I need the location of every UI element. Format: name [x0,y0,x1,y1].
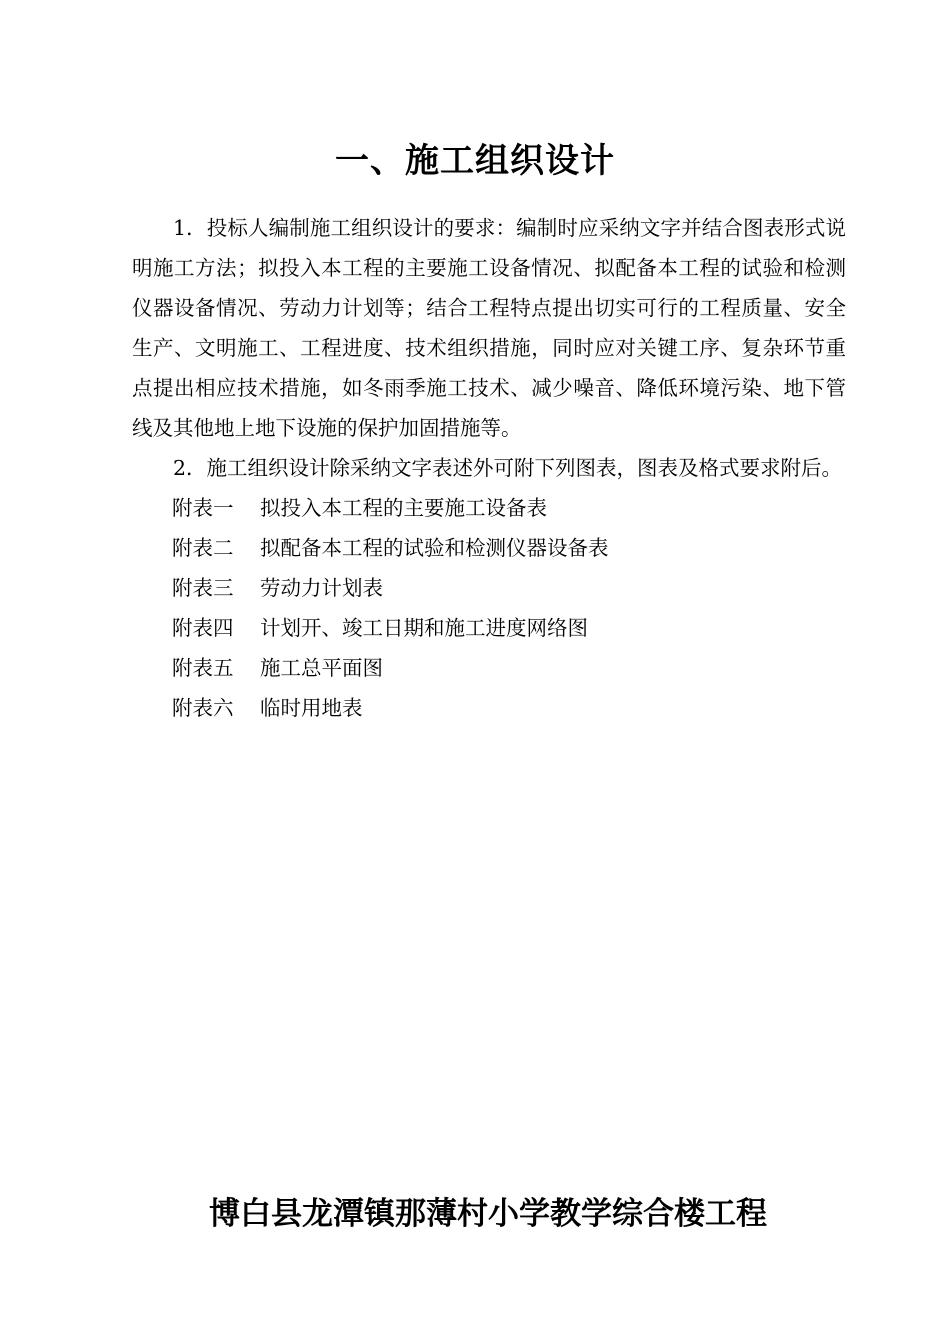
paragraph-2: 2．施工组织设计除采纳文字表述外可附下列图表，图表及格式要求附后。 [173,456,843,480]
project-name-footer: 博白县龙潭镇那薄村小学教学综合楼工程 [209,1196,767,1232]
page-title: 一、施工组织设计 [335,141,615,181]
paragraph-1: 1．投标人编制施工组织设计的要求：编制时应采纳文字并结合图表形式说明施工方法；拟投入本工程的主要施工设备情况、拟配备本工程的试验和检测仪器设备情况、劳动力计划等；结合工程特点提出切实可行的工程质量、安全生产、文明施工、工程进度、技术组织措施，同时应对关键工序、复杂环节重点提出相应技术措施，如冬雨季施工技术、减少噪音、降低环境污染、地下管线及其他地上地下设施的保护加固措施等。 [132,216,846,440]
document-body [132,208,846,728]
appendix-label: 附表六 [172,696,234,720]
appendix-label: 附表三 [172,576,234,600]
appendix-item-1 [132,488,846,528]
appendix-text: 临时用地表 [260,696,363,720]
appendix-item-6 [132,688,846,728]
appendix-item-5 [132,648,846,688]
appendix-item-4 [132,608,846,648]
appendix-text: 拟配备本工程的试验和检测仪器设备表 [260,536,609,560]
appendix-text: 计划开、竣工日期和施工进度网络图 [260,616,588,640]
appendix-label: 附表二 [172,536,234,560]
appendix-label: 附表五 [172,656,234,680]
appendix-list [132,488,846,728]
appendix-item-3 [132,568,846,608]
appendix-text: 劳动力计划表 [260,576,383,600]
appendix-item-2 [132,528,846,568]
appendix-label: 附表四 [172,616,234,640]
appendix-label: 附表一 [172,496,234,520]
appendix-text: 拟投入本工程的主要施工设备表 [260,496,547,520]
appendix-text: 施工总平面图 [260,656,383,680]
